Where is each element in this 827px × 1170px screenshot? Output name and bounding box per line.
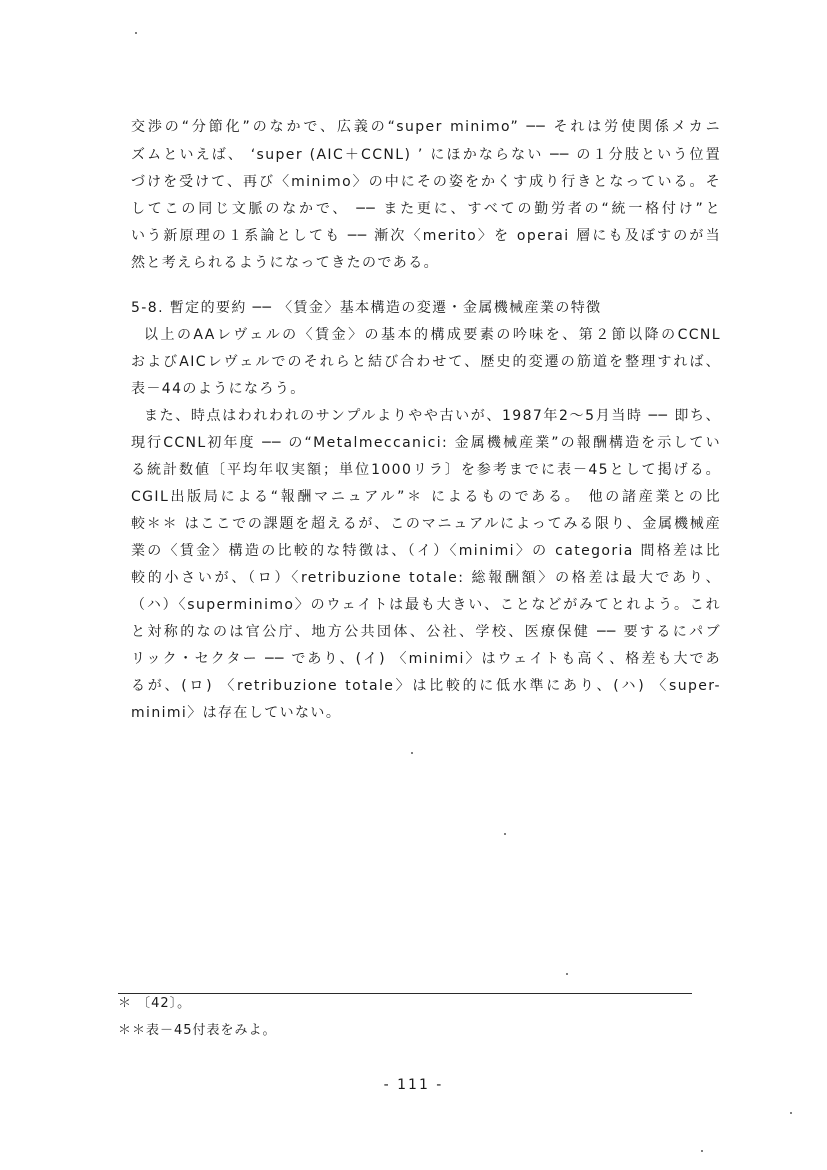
footnote-2: ＊＊表－45付表をみよ。 <box>118 1023 277 1038</box>
paragraph-3-line-8: （ハ）〈superminimo〉のウェイトは最も大きい、ことなどがみてとれよう。これ <box>131 597 721 613</box>
paragraph-3-line-11: るが、(ロ) 〈retribuzione totale〉は比較的に低水準にあり、(ハ) 〈super- <box>131 678 721 694</box>
paragraph-3-line-7: 較的小さいが、（ロ）〈retribuzione totale: 総報酬額〉の格差は最大であり、 <box>131 570 721 586</box>
paragraph-3-line-4: CGIL出版局による“報酬マニュアル”＊ によるものである。 他の諸産業との比 <box>131 489 721 505</box>
paragraph-3-line-2: 現行CCNL初年度 ── の“Metalmeccanici: 金属機械産業”の報酬構造を示してい <box>131 435 721 451</box>
scan-speck <box>135 32 137 34</box>
scan-speck <box>566 973 568 975</box>
paragraph-3-line-3: る統計数値〔平均年収実額；単位1000リラ〕を参考までに表－45として掲げる。 <box>131 462 721 478</box>
paragraph-2-line-2: およびAICレヴェルでのそれらと結び合わせて、歴史的変遷の筋道を整理すれば、 <box>131 354 721 370</box>
paragraph-3-line-10: リック・セクター ── であり、(イ) 〈minimi〉はウェイトも高く、格差も大であ <box>131 651 721 667</box>
paragraph-2-line-3: 表－44のようになろう。 <box>131 381 306 397</box>
paragraph-1-line-4: してこの同じ文脈のなかで、 ── また更に、すべての勤労者の“統一格付け”と <box>131 201 721 217</box>
paragraph-3-line-5: 較＊＊ はここでの課題を超えるが、このマニュアルによってみる限り、金属機械産 <box>131 516 721 532</box>
page-number: - 111 - <box>383 1077 444 1093</box>
paragraph-1-line-6: 然と考えられるようになってきたのである。 <box>131 255 439 271</box>
paragraph-1-line-2: ズムといえば、 ‘super (AIC＋CCNL) ’ にほかならない ── の１分肢という位置 <box>131 147 721 163</box>
footnote-1: ＊ 〔42〕。 <box>118 996 192 1011</box>
paragraph-3-line-12: minimi〉は存在していない。 <box>131 705 342 721</box>
paragraph-3-line-1: また、時点はわれわれのサンプルよりやや古いが、1987年2～5月当時 ── 即ち、 <box>144 408 721 424</box>
paragraph-1-line-1: 交渉の“分節化”のなかで、広義の“super minimo” ── それは労使関係メカニ <box>131 119 721 135</box>
section-heading: 5-8. 暫定的要約 ── 〈賃金〉基本構造の変遷・金属機械産業の特徴 <box>131 300 602 316</box>
paragraph-2-line-1: 以上のAAレヴェルの〈賃金〉の基本的構成要素の吟味を、第２節以降のCCNL <box>144 327 721 343</box>
paragraph-1-line-5: いう新原理の１系論としても ── 漸次〈merito〉を operai 層にも及ぼすのが当 <box>131 228 721 244</box>
paragraph-1-line-3: づけを受けて、再び〈minimo〉の中にその姿をかくす成り行きとなっている。そ <box>131 174 721 190</box>
paragraph-3-line-9: と対称的なのは官公庁、地方公共団体、公社、学校、医療保健 ── 要するにパブ <box>131 624 721 640</box>
scan-speck <box>701 1150 703 1152</box>
scan-speck <box>790 1112 792 1114</box>
footnote-separator <box>118 993 692 994</box>
paragraph-3-line-6: 業の〈賃金〉構造の比較的な特徴は、（イ）〈minimi〉の categoria 間格差は比 <box>131 543 721 559</box>
scan-speck <box>504 833 506 835</box>
scan-speck <box>411 752 413 754</box>
